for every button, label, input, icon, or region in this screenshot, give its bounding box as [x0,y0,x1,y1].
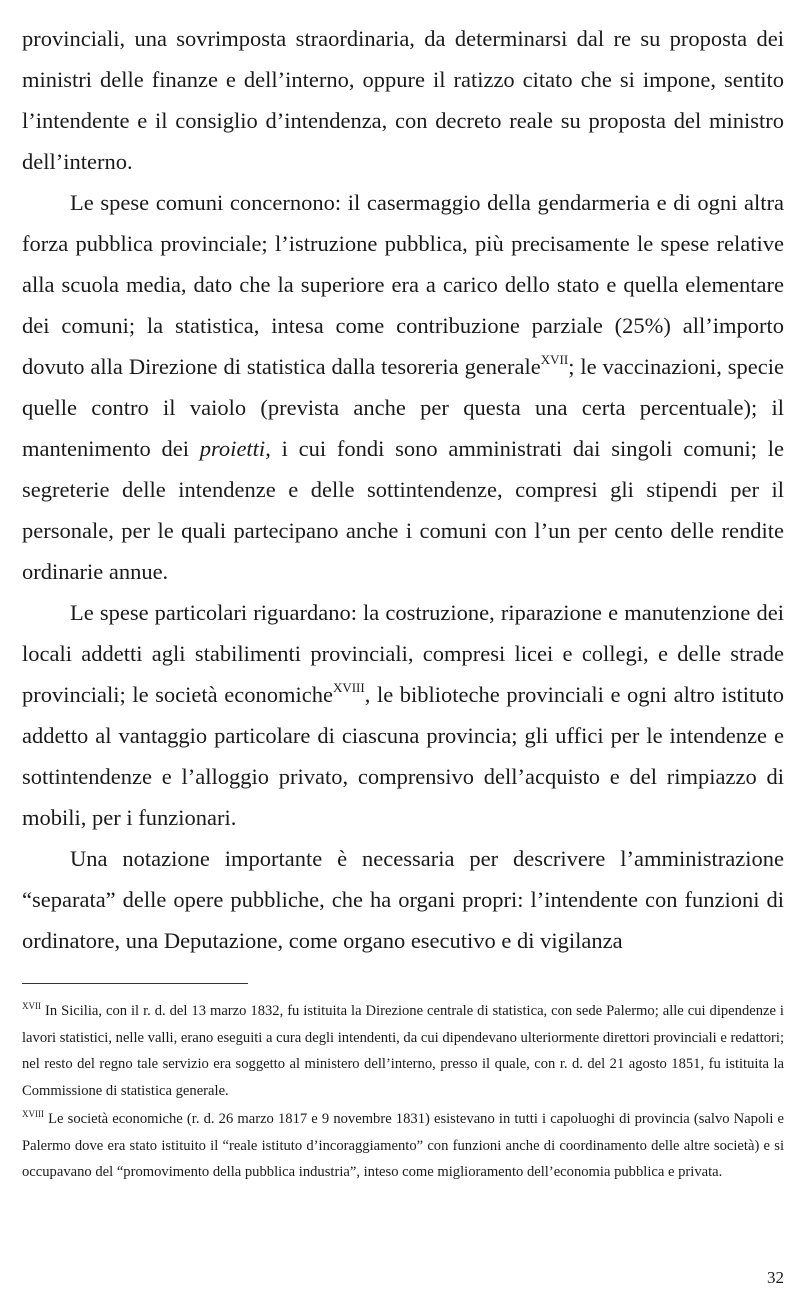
paragraph-3 [22,592,784,838]
paragraph-3-text-a: Le spese particolari riguardano: la costruzione, riparazione e manutenzione dei locali addetti agli stabilimenti provinciali, compresi licei e collegi, e delle strade provinciali; le società economiche [22,600,784,707]
paragraph-1 [22,18,784,182]
footnote-marker-xviii: XVIII [22,1109,44,1119]
footnote-xvii [22,998,784,1104]
document-page [22,18,784,1186]
footnote-xvii-text: In Sicilia, con il r. d. del 13 marzo 1832, fu istituita la Direzione centrale di statistica, con sede Palermo; alle cui dipendenze i lavori statistici, nelle valli, erano eseguiti a cura degli intendenti, da cui dipendevano ulteriormente direttori provinciali e redattori; nel resto del regno tale servizio era soggetto al ministero dell’interno, presso il quale, con r. d. del 21 agosto 1851, fu istituita la Commissione di statistica generale. [22,1003,784,1099]
paragraph-2-text-a: Le spese comuni concernono: il casermaggio della gendarmeria e di ogni altra forza pubblica provinciale; l’istruzione pubblica, più precisamente le spese relative alla scuola media, dato che la superiore era a carico dello stato e quella elementare dei comuni; la statistica, intesa come contribuzione parziale (25%) all’importo dovuto alla Direzione di statistica dalla tesoreria generale [22,190,784,379]
paragraph-2-text-c: , i cui fondi sono amministrati dai singoli comuni; le segreterie delle intendenze e delle sottintendenze, compresi gli stipendi per il personale, per le quali partecipano anche i comuni con l’un per cento delle rendite ordinarie annue. [22,436,784,584]
paragraph-4-text: Una notazione importante è necessaria per descrivere l’amministrazione “separata” delle opere pubbliche, che ha organi propri: l’intendente con funzioni di ordinatore, una Deputazione, come organo esecutivo e di vigilanza [22,846,784,953]
paragraph-3-text-b: , le biblioteche provinciali e ogni altro istituto addetto al vantaggio particolare di ciascuna provincia; gli uffici per le intendenze e sottintendenze e l’alloggio privato, comprensivo dell’acquisto e del rimpiazzo di mobili, per i funzionari. [22,682,784,830]
paragraph-2-italic-term: proietti [199,436,266,461]
footnote-ref-xvii[interactable]: XVII [540,352,569,367]
page-number: 32 [767,1268,784,1287]
paragraph-4 [22,838,784,961]
footnote-xviii-text: Le società economiche (r. d. 26 marzo 1817 e 9 novembre 1831) esistevano in tutti i capoluoghi di provincia (salvo Napoli e Palermo dove era stato istituito il “reale istituto d’incoraggiamento” con funzioni anche di coordinamento delle altre società) e si occupavano del “promovimento della pubblica industria”, inteso come miglioramento dell’economia pubblica e privata. [22,1111,784,1180]
paragraph-1-text: provinciali, una sovrimposta straordinaria, da determinarsi dal re su proposta dei ministri delle finanze e dell’interno, oppure il ratizzo citato che si impone, sentito l’intendente e il consiglio d’intendenza, con decreto reale su proposta del ministro dell’interno. [22,26,784,174]
paragraph-2-text-b: ; le vaccinazioni, specie quelle contro il vaiolo (prevista anche per questa una certa percentuale); il mantenimento dei [22,354,784,461]
footnote-marker-xvii: XVII [22,1001,41,1011]
paragraph-2 [22,182,784,592]
footnote-divider [22,983,248,984]
footnote-ref-xviii[interactable]: XVIII [332,680,365,695]
footnote-xviii [22,1106,784,1186]
